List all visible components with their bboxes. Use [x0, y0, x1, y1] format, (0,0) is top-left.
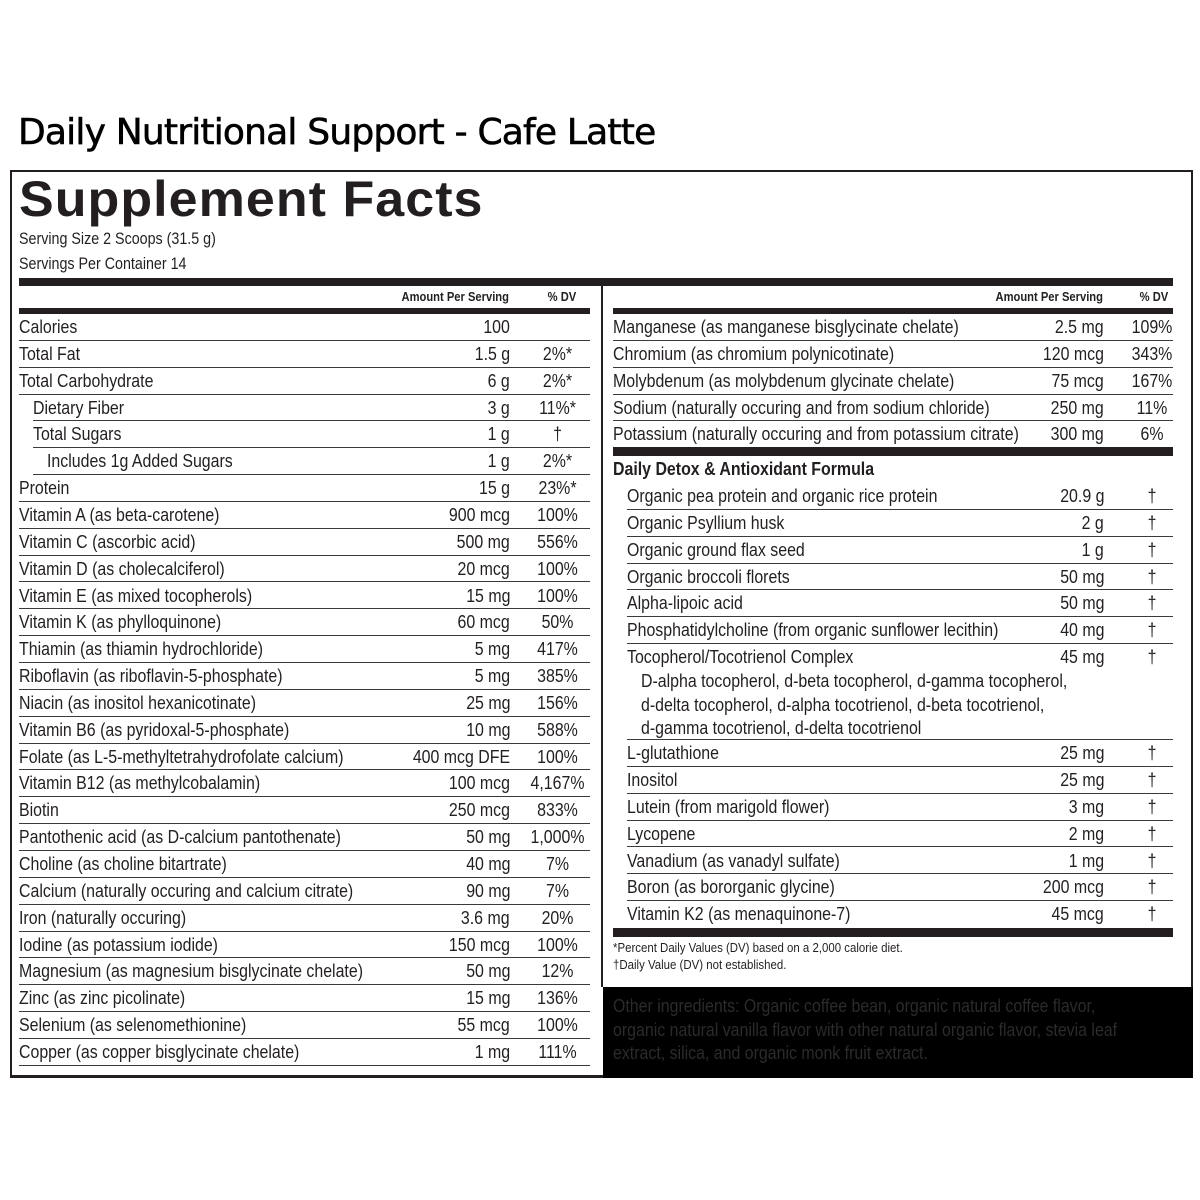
- nutrient-daily-value: 167%: [1131, 369, 1173, 391]
- table-row: [19, 556, 590, 583]
- nutrient-amount: 15 mg: [465, 584, 510, 606]
- nutrient-amount: 3 mg: [1068, 795, 1104, 817]
- table-row: [19, 958, 590, 985]
- nutrient-daily-value: 11%: [1136, 396, 1168, 418]
- nutrient-daily-value: 100%: [537, 933, 578, 955]
- nutrient-amount: 1 g: [1081, 538, 1104, 560]
- nutrient-daily-value: †: [1147, 742, 1157, 764]
- nutrient-amount: 20 mcg: [457, 557, 510, 579]
- nutrient-name: Tocopherol/Tocotrienol Complex: [627, 646, 854, 668]
- nutrient-name: Protein: [19, 477, 70, 499]
- panel-bottom-border: [10, 1075, 604, 1078]
- nutrient-name: Vitamin B12 (as methylcobalamin): [19, 772, 261, 794]
- nutrient-amount: 45 mcg: [1051, 903, 1104, 925]
- table-row: [627, 740, 1173, 767]
- nutrient-daily-value: 156%: [537, 691, 578, 713]
- nutrient-amount: 5 mg: [474, 638, 510, 660]
- nutrient-amount: 2.5 mg: [1055, 316, 1104, 337]
- table-row: [19, 663, 590, 690]
- blend-sub-ingredients: d-delta tocopherol, d-alpha tocotrienol, d-beta tocotrienol,: [641, 693, 1045, 715]
- nutrient-name: Total Carbohydrate: [19, 369, 154, 391]
- nutrient-name: Total Fat: [19, 342, 81, 364]
- nutrient-name: Pantothenic acid (as D-calcium pantothenate): [19, 826, 341, 848]
- nutrient-amount: 400 mcg DFE: [412, 745, 510, 767]
- nutrient-amount: 25 mg: [1059, 768, 1104, 790]
- table-row: [19, 609, 590, 636]
- nutrient-daily-value: 100%: [537, 557, 578, 579]
- table-row: [627, 564, 1173, 591]
- nutrient-name: Potassium (naturally occuring and from potassium citrate): [613, 423, 1019, 445]
- nutrient-daily-value: 2%*: [542, 369, 573, 391]
- table-row: [627, 767, 1173, 794]
- nutrient-daily-value: †: [1147, 822, 1157, 844]
- table-row: [19, 341, 590, 368]
- supplement-facts-heading: Supplement Facts: [19, 171, 484, 227]
- nutrient-name: Vitamin A (as beta-carotene): [19, 503, 220, 525]
- other-ingredients-text: Other ingredients: Organic coffee bean, organic natural coffee flavor, organic natural vanilla flavor with other natural organic flavor, stevia leaf extract, silica, and organic monk fruit extract.: [613, 995, 1118, 1063]
- table-row: [627, 510, 1173, 537]
- nutrient-name: Calcium (naturally occuring and calcium citrate): [19, 879, 354, 901]
- table-row: [19, 932, 590, 959]
- nutrient-amount: 3.6 mg: [461, 906, 510, 928]
- thick-divider-top: [19, 278, 1173, 286]
- nutrient-name: Phosphatidylcholine (from organic sunflower lecithin): [627, 619, 999, 641]
- table-row: [19, 851, 590, 878]
- nutrient-name: Calories: [19, 316, 78, 337]
- table-row: [19, 314, 590, 341]
- table-row: [627, 537, 1173, 564]
- nutrient-daily-value: 2%*: [542, 342, 573, 364]
- nutrient-daily-value: 111%: [538, 1040, 577, 1062]
- nutrient-name: Niacin (as inositol hexanicotinate): [19, 691, 257, 713]
- nutrient-daily-value: †: [553, 423, 562, 445]
- table-row: [19, 717, 590, 744]
- nutrient-daily-value: 100%: [537, 745, 578, 767]
- nutrient-daily-value: 385%: [537, 665, 578, 687]
- nutrient-name: Iodine (as potassium iodide): [19, 933, 218, 955]
- table-row: [19, 475, 590, 502]
- table-row: [19, 502, 590, 529]
- nutrient-amount: 45 mg: [1059, 646, 1104, 668]
- nutrient-name: Vitamin C (ascorbic acid): [19, 530, 196, 552]
- table-row: [33, 421, 590, 448]
- table-row: [19, 690, 590, 717]
- nutrient-name: Zinc (as zinc picolinate): [19, 987, 186, 1009]
- nutrient-daily-value: 11%*: [539, 396, 576, 418]
- nutrient-amount: 15 mg: [465, 987, 510, 1009]
- nutrient-name: Lycopene: [627, 822, 696, 844]
- nutrient-daily-value: 136%: [537, 987, 578, 1009]
- nutrient-name: Organic broccoli florets: [627, 565, 790, 587]
- table-row: [613, 368, 1173, 395]
- table-row: [19, 636, 590, 663]
- right-header-amount: Amount Per Serving: [995, 289, 1103, 304]
- nutrient-name: Vitamin K (as phylloquinone): [19, 611, 222, 633]
- nutrient-amount: 10 mg: [465, 718, 510, 740]
- nutrient-amount: 40 mg: [465, 853, 510, 874]
- nutrient-name: Organic Psyllium husk: [627, 511, 785, 533]
- table-row: [19, 878, 590, 905]
- nutrient-name: Inositol: [627, 768, 678, 790]
- table-row: [613, 314, 1173, 341]
- product-title: Daily Nutritional Support - Cafe Latte: [18, 112, 656, 153]
- nutrient-amount: 1 g: [487, 423, 510, 445]
- nutrient-daily-value: 343%: [1131, 342, 1173, 364]
- nutrient-amount: 20.9 g: [1059, 485, 1104, 506]
- nutrient-amount: 120 mcg: [1042, 342, 1104, 364]
- nutrient-name: Alpha-lipoic acid: [627, 592, 743, 614]
- nutrient-name: Vanadium (as vanadyl sulfate): [627, 849, 840, 871]
- table-row: [19, 368, 590, 395]
- nutrient-name: Vitamin E (as mixed tocopherols): [19, 584, 253, 606]
- nutrient-amount: 5 mg: [474, 665, 510, 687]
- nutrient-amount: 1 mg: [1068, 849, 1104, 871]
- nutrient-daily-value: 556%: [537, 530, 578, 552]
- nutrient-amount: 25 mg: [1059, 742, 1104, 764]
- nutrient-amount: 60 mcg: [457, 611, 510, 633]
- left-header-dv: % DV: [547, 289, 576, 304]
- table-row: [19, 905, 590, 932]
- nutrient-daily-value: 109%: [1131, 316, 1173, 337]
- nutrient-daily-value: †: [1147, 511, 1157, 533]
- nutrient-amount: 25 mg: [465, 691, 510, 713]
- nutrient-amount: 2 mg: [1068, 822, 1104, 844]
- nutrient-daily-value: 4,167%: [530, 772, 585, 794]
- nutrient-daily-value: †: [1147, 795, 1157, 817]
- table-row: [627, 848, 1173, 875]
- nutrient-name: Lutein (from marigold flower): [627, 795, 830, 817]
- nutrient-amount: 6 g: [487, 369, 510, 391]
- table-row: [627, 794, 1173, 821]
- nutrient-amount: 55 mcg: [457, 1014, 510, 1036]
- nutrient-daily-value: †: [1147, 538, 1157, 560]
- table-row: [627, 901, 1173, 928]
- nutrient-daily-value: 100%: [537, 503, 578, 525]
- table-row: [19, 744, 590, 771]
- table-row: [627, 590, 1173, 617]
- nutrient-name: Vitamin B6 (as pyridoxal-5-phosphate): [19, 718, 290, 740]
- nutrient-amount: 900 mcg: [448, 503, 510, 525]
- nutrient-daily-value: †: [1147, 903, 1157, 925]
- nutrient-name: Manganese (as manganese bisglycinate chelate): [613, 316, 959, 337]
- nutrient-name: Vitamin D (as cholecalciferol): [19, 557, 225, 579]
- nutrient-name: Total Sugars: [33, 423, 122, 445]
- footnote-dv: *Percent Daily Values (DV) based on a 2,000 calorie diet.: [613, 940, 903, 955]
- nutrient-name: Selenium (as selenomethionine): [19, 1014, 247, 1036]
- nutrient-daily-value: †: [1147, 849, 1157, 871]
- table-row: [19, 583, 590, 610]
- nutrient-name: Iron (naturally occuring): [19, 906, 187, 928]
- other-ingredients-box: [603, 987, 1193, 1078]
- nutrient-name: Organic ground flax seed: [627, 538, 805, 560]
- nutrient-amount: 500 mg: [456, 530, 510, 552]
- left-header-amount: Amount Per Serving: [401, 289, 509, 304]
- nutrient-name: Folate (as L-5-methyltetrahydrofolate calcium): [19, 745, 344, 767]
- nutrient-daily-value: 588%: [537, 718, 578, 740]
- table-row: [627, 874, 1173, 901]
- table-row: [19, 1039, 590, 1066]
- nutrient-daily-value: †: [1147, 646, 1157, 668]
- nutrient-amount: 50 mg: [1059, 565, 1104, 587]
- nutrient-amount: 3 g: [487, 396, 510, 418]
- nutrient-amount: 100 mcg: [448, 772, 510, 794]
- table-row: [19, 797, 590, 824]
- nutrient-daily-value: 100%: [537, 584, 578, 606]
- nutrient-amount: 300 mg: [1050, 423, 1104, 445]
- nutrient-amount: 40 mg: [1059, 619, 1104, 641]
- nutrient-daily-value: 833%: [537, 799, 578, 821]
- nutrient-amount: 15 g: [479, 477, 510, 499]
- nutrient-amount: 1.5 g: [474, 342, 510, 364]
- nutrient-name: Thiamin (as thiamin hydrochloride): [19, 638, 264, 660]
- nutrient-daily-value: 12%: [541, 960, 574, 982]
- table-row: [627, 483, 1173, 510]
- nutrient-daily-value: 20%: [541, 906, 574, 928]
- nutrient-daily-value: 50%: [541, 611, 574, 633]
- table-row: [613, 421, 1173, 448]
- table-row: [627, 617, 1173, 644]
- nutrient-amount: 100: [483, 316, 510, 337]
- nutrient-amount: 90 mg: [465, 879, 510, 901]
- nutrient-name: Organic pea protein and organic rice protein: [627, 485, 938, 506]
- nutrient-daily-value: 7%: [545, 853, 570, 874]
- nutrient-amount: 200 mcg: [1042, 876, 1104, 898]
- table-row: [627, 821, 1173, 848]
- nutrient-amount: 250 mcg: [448, 799, 510, 821]
- table-row: [613, 395, 1173, 422]
- nutrient-name: Copper (as copper bisglycinate chelate): [19, 1040, 300, 1062]
- nutrient-amount: 50 mg: [465, 960, 510, 982]
- nutrient-amount: 2 g: [1081, 511, 1104, 533]
- table-row: [627, 644, 1173, 740]
- table-row: [19, 770, 590, 797]
- nutrient-amount: 50 mg: [465, 826, 510, 848]
- nutrient-name: Choline (as choline bitartrate): [19, 853, 227, 874]
- thick-divider-blend: [613, 447, 1173, 456]
- nutrient-daily-value: †: [1147, 768, 1157, 790]
- column-divider: [601, 285, 603, 987]
- table-row: [33, 448, 590, 475]
- nutrient-daily-value: †: [1147, 619, 1157, 641]
- nutrient-daily-value: 23%*: [538, 477, 577, 499]
- nutrient-daily-value: †: [1147, 565, 1157, 587]
- nutrient-daily-value: †: [1147, 592, 1157, 614]
- nutrient-name: Biotin: [19, 799, 59, 821]
- nutrient-name: Magnesium (as magnesium bisglycinate chelate): [19, 960, 363, 982]
- servings-per-container: Servings Per Container 14: [19, 254, 187, 273]
- nutrient-daily-value: 1,000%: [530, 826, 585, 848]
- blend-sub-ingredients: d-gamma tocotrienol, d-delta tocotrienol: [641, 717, 922, 739]
- nutrient-amount: 75 mcg: [1051, 369, 1104, 391]
- nutrient-amount: 150 mcg: [448, 933, 510, 955]
- nutrient-amount: 1 g: [487, 450, 510, 472]
- nutrient-daily-value: 6%: [1140, 423, 1164, 445]
- nutrient-name: Molybdenum (as molybdenum glycinate chelate): [613, 369, 955, 391]
- blend-title: Daily Detox & Antioxidant Formula: [613, 458, 875, 479]
- table-row: [19, 1012, 590, 1039]
- nutrient-name: Sodium (naturally occuring and from sodium chloride): [613, 396, 990, 418]
- table-row: [613, 341, 1173, 368]
- table-row: [19, 529, 590, 556]
- table-row: [19, 824, 590, 851]
- serving-size: Serving Size 2 Scoops (31.5 g): [19, 229, 216, 248]
- nutrient-name: Includes 1g Added Sugars: [47, 450, 233, 472]
- nutrient-name: L-glutathione: [627, 742, 720, 764]
- footnote-dagger: †Daily Value (DV) not established.: [613, 957, 787, 972]
- nutrient-name: Riboflavin (as riboflavin-5-phosphate): [19, 665, 283, 687]
- nutrient-name: Dietary Fiber: [33, 396, 125, 418]
- nutrient-daily-value: 7%: [545, 879, 570, 901]
- nutrient-amount: 50 mg: [1059, 592, 1104, 614]
- blend-sub-ingredients: D-alpha tocopherol, d-beta tocopherol, d-gamma tocopherol,: [641, 670, 1068, 692]
- right-header-dv: % DV: [1139, 289, 1168, 304]
- nutrient-daily-value: †: [1147, 876, 1157, 898]
- nutrient-name: Vitamin K2 (as menaquinone-7): [627, 903, 851, 925]
- table-row: [33, 395, 590, 422]
- nutrient-name: Boron (as bororganic glycine): [627, 876, 835, 898]
- nutrient-daily-value: 100%: [537, 1014, 578, 1036]
- nutrient-daily-value: †: [1147, 485, 1157, 506]
- nutrient-amount: 1 mg: [474, 1040, 510, 1062]
- thick-divider-footnotes: [613, 928, 1173, 937]
- nutrient-daily-value: 417%: [537, 638, 578, 660]
- nutrient-name: Chromium (as chromium polynicotinate): [613, 342, 895, 364]
- table-row: [19, 985, 590, 1012]
- nutrient-amount: 250 mg: [1050, 396, 1104, 418]
- nutrient-daily-value: 2%*: [542, 450, 573, 472]
